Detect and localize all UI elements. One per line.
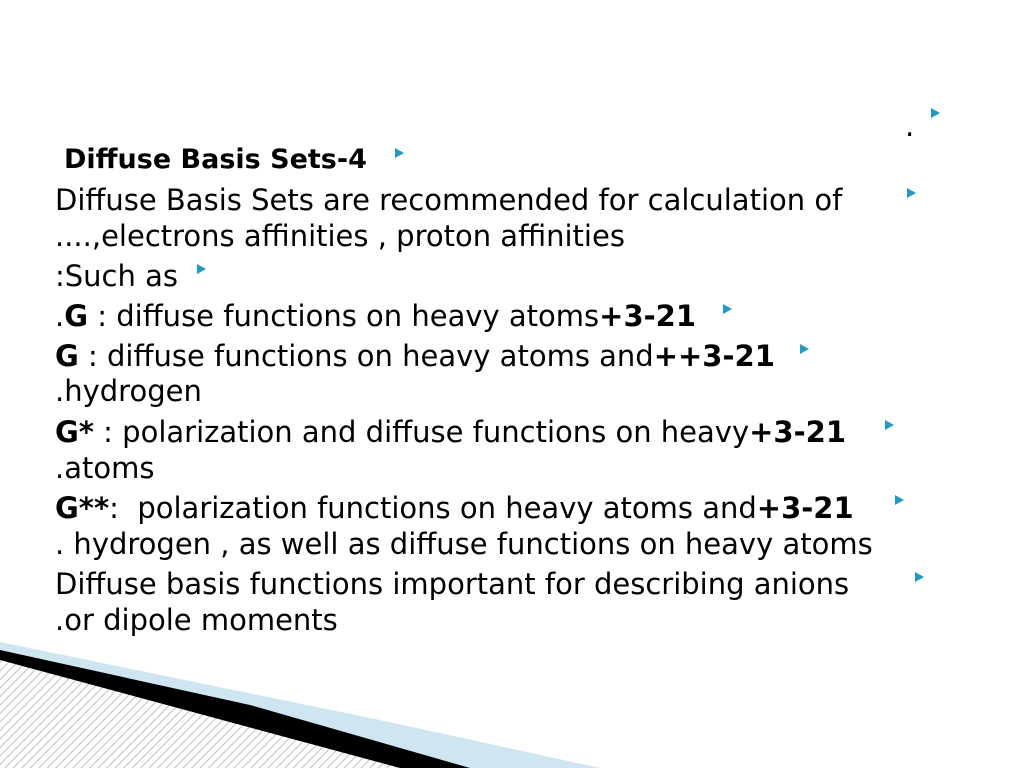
p5-text: : polarization and diffuse functions on heavy xyxy=(93,415,750,449)
paragraph-5-line-2: .atoms xyxy=(55,451,155,485)
paragraph-3 xyxy=(55,298,696,334)
bullet-icon xyxy=(931,108,940,118)
p4-text: : diffuse functions on heavy atoms and xyxy=(78,339,654,373)
bullet-icon xyxy=(723,304,732,314)
slide-heading: Diffuse Basis Sets-4 xyxy=(64,144,367,175)
paragraph-4-line-1 xyxy=(55,338,775,374)
bullet-icon xyxy=(197,264,206,274)
bullet-icon xyxy=(895,495,904,505)
p6-basis-g: G** xyxy=(55,491,110,525)
bullet-icon xyxy=(885,420,894,430)
p3-basis-g: G xyxy=(64,299,89,333)
bullet-icon xyxy=(907,188,916,198)
paragraph-6-line-1 xyxy=(55,490,854,526)
p5-basis-num: +3-21 xyxy=(749,415,846,449)
paragraph-2: :Such as xyxy=(55,259,178,293)
paragraph-4-line-2: .hydrogen xyxy=(55,374,202,408)
paragraph-5-line-1 xyxy=(55,414,846,450)
paragraph-1-line-1: Diffuse Basis Sets are recommended for calculation of xyxy=(55,183,843,217)
bullet-icon xyxy=(395,148,404,158)
p5-basis-g: G* xyxy=(55,415,94,449)
p6-text: : polarization functions on heavy atoms and xyxy=(109,491,757,525)
bullet-icon xyxy=(800,344,809,354)
p4-basis-num: ++3-21 xyxy=(653,339,775,373)
p3-text: : diffuse functions on heavy atoms xyxy=(88,299,600,333)
top-dot: . xyxy=(905,109,915,143)
p3-prefix: . xyxy=(55,299,65,333)
p6-basis-num: +3-21 xyxy=(756,491,854,525)
paragraph-6-line-2: . hydrogen , as well as diffuse functions on heavy atoms xyxy=(55,527,873,561)
bullet-icon xyxy=(915,572,924,582)
p3-basis-num: +3-21 xyxy=(599,299,697,333)
paragraph-7-line-1: Diffuse basis functions important for describing anions xyxy=(55,567,850,601)
p4-basis-g: G xyxy=(55,339,79,373)
paragraph-1-line-2: ....,electrons affinities , proton affinities xyxy=(55,219,625,253)
paragraph-7-line-2: .or dipole moments xyxy=(55,603,338,637)
